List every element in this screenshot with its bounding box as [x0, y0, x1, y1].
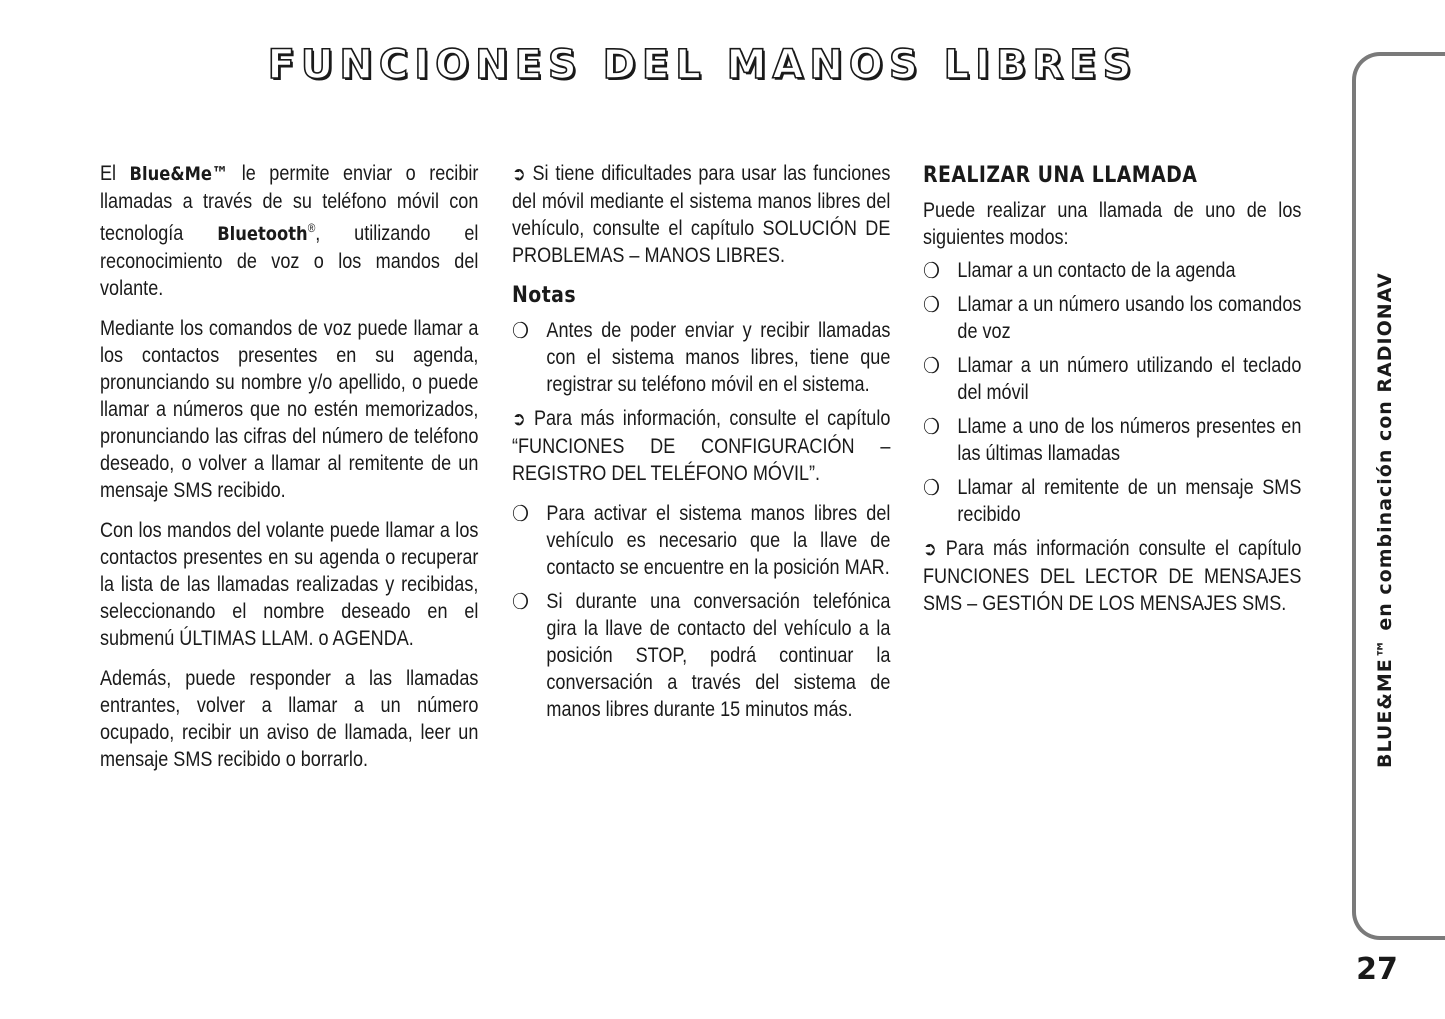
call-methods-list: [923, 257, 1301, 528]
bullet-icon: ❍: [923, 353, 940, 378]
bullet-icon: ❍: [923, 414, 940, 439]
list-item: ❍ Si durante una conversación telefónica gira la llave de contacto del vehículo a la posición STOP, podrá continuar la conversación a través del sistema de manos libres durante 15 minutos más.: [512, 589, 891, 721]
notes-heading: Notas: [512, 283, 577, 308]
column-right: [923, 160, 1301, 630]
intro-paragraph: El Blue&Me™ le permite enviar o recibir llamadas a través de su teléfono móvil con tecnología Bluetooth®, utilizando el reconocimiento de voz o los mandos del volante.: [100, 162, 479, 300]
brand-name: Blue&Me™: [129, 163, 229, 185]
bullet-icon: ❍: [512, 318, 529, 343]
call-features-paragraph: Además, puede responder a las llamadas entrantes, volver a llamar a un número ocupado, recibir un aviso de llamada, leer un mensaje SMS recibido o borrarlo.: [100, 667, 479, 771]
list-item: ❍ Para activar el sistema manos libres del vehículo es necesario que la llave de contacto se encuentre en la posición MAR.: [512, 501, 891, 579]
notes-list-2: [512, 500, 890, 723]
list-item: ❍ Llame a uno de los números presentes en las últimas llamadas: [923, 414, 1302, 465]
bullet-icon: ❍: [923, 258, 940, 283]
column-left: [100, 160, 478, 786]
list-item: ❍ Llamar a un contacto de la agenda: [923, 258, 1236, 283]
steering-controls-paragraph: Con los mandos del volante puede llamar a los contactos presentes en su agenda o recuperar la lista de las llamadas realizadas y recibidas, seleccionando el nombre deseado en el submenú ÚLTIMAS LLAM. o AGENDA.: [100, 519, 479, 650]
arrow-icon: ➲: [512, 408, 526, 430]
make-call-intro: Puede realizar una llamada de uno de los siguientes modos:: [923, 199, 1302, 249]
page-title: FUNCIONES DEL MANOS LIBRES: [267, 42, 1138, 88]
registered-mark: ®: [307, 221, 316, 235]
bullet-icon: ❍: [512, 589, 529, 614]
arrow-icon: ➲: [923, 538, 937, 560]
bullet-icon: ❍: [512, 501, 529, 526]
notes-list: [512, 317, 890, 398]
config-reference-paragraph: ➲ Para más información, consulte el capítulo “FUNCIONES DE CONFIGURACIÓN – REGISTRO DEL TELÉFONO MÓVIL”.: [512, 407, 891, 485]
bullet-icon: ❍: [923, 475, 940, 500]
column-middle: [512, 160, 890, 730]
bullet-icon: ❍: [923, 292, 940, 317]
section-tab-border: [1352, 52, 1445, 940]
bluetooth-name: Bluetooth: [217, 223, 308, 245]
list-item: ❍ Antes de poder enviar y recibir llamadas con el sistema manos libres, tiene que registrar su teléfono móvil en el sistema.: [512, 318, 891, 396]
list-item: ❍ Llamar a un número usando los comandos de voz: [923, 292, 1302, 343]
sms-reference-paragraph: ➲ Para más información consulte el capítulo FUNCIONES DEL LECTOR DE MENSAJES SMS – GESTIÓN DE LOS MENSAJES SMS.: [923, 537, 1302, 615]
list-item: ❍ Llamar al remitente de un mensaje SMS recibido: [923, 475, 1302, 526]
section-tab-label: BLUE&ME™ en combinación con RADIONAV: [1374, 272, 1396, 768]
list-item: ❍ Llamar a un número utilizando el teclado del móvil: [923, 353, 1302, 404]
voice-commands-paragraph: Mediante los comandos de voz puede llamar a los contactos presentes en su agenda, pronunciando su nombre y/o apellido, o puede llamar a números que no estén memorizados, pronunciando las cifras del número de teléfono deseado, o volver a llamar al remitente de un mensaje SMS recibido.: [100, 317, 479, 502]
make-call-heading: REALIZAR UNA LLAMADA: [923, 163, 1198, 188]
page-number: 27: [1356, 952, 1398, 987]
arrow-icon: ➲: [512, 163, 526, 185]
troubleshooting-paragraph: ➲ Si tiene dificultades para usar las funciones del móvil mediante el sistema manos libres del vehículo, consulte el capítulo SOLUCIÓN DE PROBLEMAS – MANOS LIBRES.: [512, 162, 891, 267]
